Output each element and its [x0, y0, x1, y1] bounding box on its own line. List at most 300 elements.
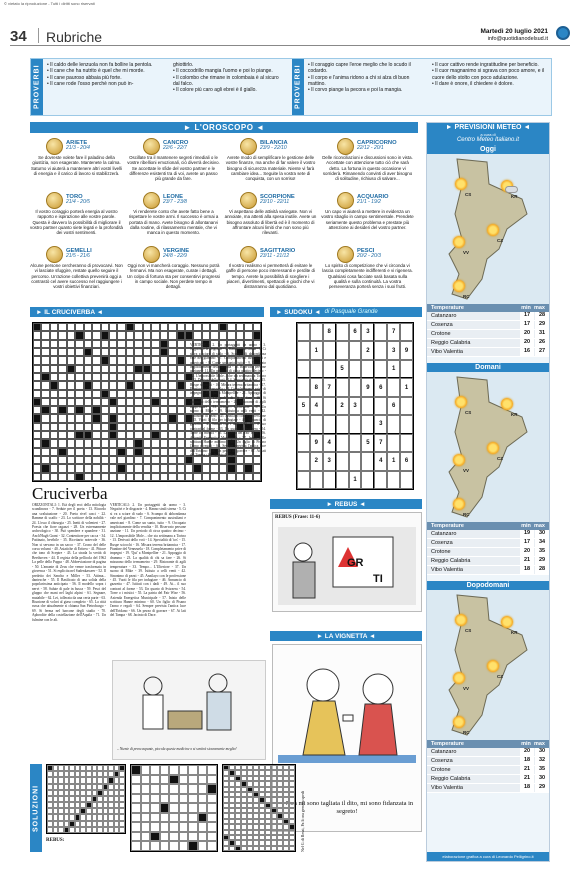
crossword-cell[interactable] — [168, 464, 176, 472]
crossword-cell[interactable] — [143, 473, 151, 481]
crossword-cell[interactable] — [117, 406, 125, 414]
crossword-cell[interactable] — [41, 348, 49, 356]
crossword-cell[interactable] — [75, 331, 83, 339]
crossword-cell[interactable] — [50, 348, 58, 356]
crossword-cell[interactable] — [193, 331, 201, 339]
crossword-cell[interactable] — [151, 381, 159, 389]
sudoku-cell[interactable]: 6 — [374, 378, 387, 396]
sudoku-cell[interactable] — [336, 452, 349, 470]
crossword-cell[interactable] — [109, 431, 117, 439]
crossword-cell[interactable] — [210, 331, 218, 339]
crossword-cell[interactable] — [109, 464, 117, 472]
crossword-cell[interactable] — [67, 473, 75, 481]
sudoku-cell[interactable]: 4 — [323, 434, 336, 452]
crossword-cell[interactable] — [160, 390, 168, 398]
sudoku-cell[interactable]: 6 — [349, 323, 362, 341]
crossword-cell[interactable] — [151, 473, 159, 481]
crossword-cell[interactable] — [168, 323, 176, 331]
crossword-cell[interactable] — [84, 373, 92, 381]
sudoku-cell[interactable]: 9 — [310, 434, 323, 452]
sudoku-cell[interactable]: 1 — [400, 378, 413, 396]
sudoku-cell[interactable] — [349, 452, 362, 470]
crossword-cell[interactable] — [50, 381, 58, 389]
sudoku-cell[interactable]: 9 — [361, 378, 374, 396]
crossword-cell[interactable] — [185, 323, 193, 331]
crossword-cell[interactable] — [177, 423, 185, 431]
crossword-cell[interactable] — [50, 439, 58, 447]
crossword-cell[interactable] — [109, 356, 117, 364]
sudoku-cell[interactable] — [400, 434, 413, 452]
crossword-cell[interactable] — [50, 456, 58, 464]
crossword-cell[interactable] — [33, 448, 41, 456]
crossword-cell[interactable] — [126, 439, 134, 447]
crossword-cell[interactable] — [143, 331, 151, 339]
crossword-cell[interactable] — [168, 356, 176, 364]
crossword-cell[interactable] — [41, 414, 49, 422]
crossword-cell[interactable] — [41, 439, 49, 447]
crossword-cell[interactable] — [126, 398, 134, 406]
crossword-cell[interactable] — [143, 356, 151, 364]
crossword-cell[interactable] — [92, 414, 100, 422]
crossword-cell[interactable] — [177, 331, 185, 339]
crossword-cell[interactable] — [168, 448, 176, 456]
crossword-cell[interactable] — [151, 390, 159, 398]
crossword-cell[interactable] — [117, 439, 125, 447]
crossword-cell[interactable] — [92, 373, 100, 381]
crossword-cell[interactable] — [101, 406, 109, 414]
crossword-cell[interactable] — [160, 414, 168, 422]
crossword-cell[interactable] — [92, 439, 100, 447]
crossword-cell[interactable] — [134, 473, 142, 481]
crossword-cell[interactable] — [75, 381, 83, 389]
crossword-cell[interactable] — [41, 431, 49, 439]
crossword-cell[interactable] — [92, 390, 100, 398]
crossword-cell[interactable] — [117, 373, 125, 381]
crossword-cell[interactable] — [75, 340, 83, 348]
crossword-cell[interactable] — [92, 348, 100, 356]
crossword-cell[interactable] — [109, 390, 117, 398]
crossword-cell[interactable] — [92, 331, 100, 339]
crossword-cell[interactable] — [126, 423, 134, 431]
sudoku-cell[interactable] — [387, 415, 400, 433]
crossword-cell[interactable] — [92, 406, 100, 414]
crossword-cell[interactable] — [151, 456, 159, 464]
crossword-cell[interactable] — [109, 448, 117, 456]
crossword-cell[interactable] — [185, 473, 193, 481]
crossword-cell[interactable] — [134, 423, 142, 431]
crossword-cell[interactable] — [134, 348, 142, 356]
sudoku-cell[interactable]: 1 — [349, 471, 362, 489]
sudoku-cell[interactable] — [323, 471, 336, 489]
crossword-cell[interactable] — [168, 390, 176, 398]
crossword-cell[interactable] — [177, 414, 185, 422]
crossword-cell[interactable] — [58, 373, 66, 381]
crossword-cell[interactable] — [50, 473, 58, 481]
crossword-cell[interactable] — [58, 456, 66, 464]
crossword-cell[interactable] — [126, 365, 134, 373]
crossword-cell[interactable] — [227, 323, 235, 331]
crossword-cell[interactable] — [143, 423, 151, 431]
crossword-cell[interactable] — [33, 365, 41, 373]
crossword-cell[interactable] — [84, 464, 92, 472]
crossword-cell[interactable] — [143, 414, 151, 422]
crossword-cell[interactable] — [134, 439, 142, 447]
crossword-cell[interactable] — [33, 373, 41, 381]
sudoku-cell[interactable] — [361, 397, 374, 415]
crossword-cell[interactable] — [134, 448, 142, 456]
crossword-cell[interactable] — [92, 456, 100, 464]
crossword-cell[interactable] — [134, 356, 142, 364]
crossword-cell[interactable] — [67, 464, 75, 472]
crossword-cell[interactable] — [67, 448, 75, 456]
crossword-cell[interactable] — [67, 456, 75, 464]
crossword-cell[interactable] — [58, 356, 66, 364]
crossword-cell[interactable] — [117, 356, 125, 364]
crossword-cell[interactable] — [143, 373, 151, 381]
crossword-cell[interactable] — [101, 323, 109, 331]
crossword-cell[interactable] — [109, 423, 117, 431]
crossword-cell[interactable] — [33, 414, 41, 422]
crossword-cell[interactable] — [143, 439, 151, 447]
crossword-cell[interactable] — [168, 348, 176, 356]
sudoku-cell[interactable] — [400, 323, 413, 341]
crossword-cell[interactable] — [101, 423, 109, 431]
crossword-cell[interactable] — [33, 431, 41, 439]
crossword-cell[interactable] — [177, 356, 185, 364]
crossword-cell[interactable] — [67, 398, 75, 406]
crossword-cell[interactable] — [75, 464, 83, 472]
sudoku-cell[interactable] — [336, 323, 349, 341]
sudoku-cell[interactable]: 6 — [400, 452, 413, 470]
crossword-cell[interactable] — [126, 414, 134, 422]
crossword-cell[interactable] — [143, 448, 151, 456]
crossword-cell[interactable] — [84, 423, 92, 431]
crossword-cell[interactable] — [117, 456, 125, 464]
crossword-cell[interactable] — [41, 464, 49, 472]
crossword-cell[interactable] — [168, 365, 176, 373]
crossword-cell[interactable] — [109, 331, 117, 339]
crossword-cell[interactable] — [101, 448, 109, 456]
crossword-cell[interactable] — [58, 348, 66, 356]
crossword-cell[interactable] — [134, 398, 142, 406]
crossword-cell[interactable] — [168, 439, 176, 447]
crossword-cell[interactable] — [177, 323, 185, 331]
crossword-cell[interactable] — [177, 439, 185, 447]
crossword-cell[interactable] — [92, 398, 100, 406]
crossword-cell[interactable] — [50, 323, 58, 331]
sudoku-cell[interactable]: 3 — [387, 341, 400, 359]
sudoku-cell[interactable] — [374, 360, 387, 378]
sudoku-cell[interactable] — [387, 471, 400, 489]
crossword-cell[interactable] — [41, 381, 49, 389]
crossword-cell[interactable] — [50, 448, 58, 456]
sudoku-cell[interactable]: 5 — [361, 434, 374, 452]
crossword-cell[interactable] — [160, 431, 168, 439]
crossword-cell[interactable] — [160, 456, 168, 464]
crossword-cell[interactable] — [84, 406, 92, 414]
crossword-cell[interactable] — [101, 439, 109, 447]
crossword-cell[interactable] — [117, 431, 125, 439]
sudoku-cell[interactable] — [323, 415, 336, 433]
crossword-cell[interactable] — [177, 398, 185, 406]
crossword-cell[interactable] — [33, 423, 41, 431]
crossword-cell[interactable] — [84, 340, 92, 348]
crossword-cell[interactable] — [75, 431, 83, 439]
crossword-cell[interactable] — [160, 348, 168, 356]
crossword-cell[interactable] — [236, 473, 244, 481]
crossword-cell[interactable] — [117, 340, 125, 348]
sudoku-cell[interactable] — [297, 378, 310, 396]
crossword-cell[interactable] — [92, 323, 100, 331]
crossword-cell[interactable] — [84, 431, 92, 439]
crossword-cell[interactable] — [67, 331, 75, 339]
crossword-cell[interactable] — [58, 431, 66, 439]
crossword-cell[interactable] — [58, 390, 66, 398]
crossword-cell[interactable] — [101, 331, 109, 339]
crossword-cell[interactable] — [236, 323, 244, 331]
sudoku-cell[interactable] — [374, 323, 387, 341]
crossword-cell[interactable] — [50, 356, 58, 364]
crossword-cell[interactable] — [41, 456, 49, 464]
crossword-cell[interactable] — [168, 381, 176, 389]
crossword-cell[interactable] — [177, 431, 185, 439]
crossword-cell[interactable] — [143, 398, 151, 406]
crossword-cell[interactable] — [50, 414, 58, 422]
sudoku-cell[interactable] — [310, 323, 323, 341]
crossword-cell[interactable] — [168, 423, 176, 431]
crossword-cell[interactable] — [50, 431, 58, 439]
crossword-cell[interactable] — [151, 423, 159, 431]
crossword-cell[interactable] — [202, 323, 210, 331]
crossword-cell[interactable] — [126, 390, 134, 398]
crossword-cell[interactable] — [117, 381, 125, 389]
crossword-cell[interactable] — [143, 390, 151, 398]
crossword-cell[interactable] — [202, 464, 210, 472]
crossword-cell[interactable] — [143, 381, 151, 389]
crossword-cell[interactable] — [33, 464, 41, 472]
sudoku-cell[interactable] — [297, 341, 310, 359]
sudoku-cell[interactable] — [297, 323, 310, 341]
sudoku-cell[interactable]: 3 — [323, 452, 336, 470]
crossword-cell[interactable] — [75, 373, 83, 381]
sudoku-cell[interactable] — [336, 434, 349, 452]
crossword-cell[interactable] — [244, 331, 252, 339]
crossword-cell[interactable] — [84, 414, 92, 422]
sudoku-cell[interactable] — [297, 360, 310, 378]
crossword-cell[interactable] — [177, 381, 185, 389]
crossword-cell[interactable] — [109, 456, 117, 464]
crossword-cell[interactable] — [92, 381, 100, 389]
crossword-cell[interactable] — [101, 431, 109, 439]
crossword-cell[interactable] — [109, 323, 117, 331]
crossword-cell[interactable] — [75, 365, 83, 373]
crossword-cell[interactable] — [134, 331, 142, 339]
sudoku-cell[interactable] — [400, 471, 413, 489]
sudoku-cell[interactable] — [323, 360, 336, 378]
sudoku-cell[interactable] — [336, 341, 349, 359]
crossword-cell[interactable] — [33, 331, 41, 339]
crossword-cell[interactable] — [67, 356, 75, 364]
crossword-cell[interactable] — [75, 406, 83, 414]
sudoku-cell[interactable] — [387, 378, 400, 396]
crossword-cell[interactable] — [84, 448, 92, 456]
crossword-cell[interactable] — [41, 448, 49, 456]
crossword-cell[interactable] — [101, 365, 109, 373]
crossword-cell[interactable] — [109, 365, 117, 373]
crossword-cell[interactable] — [244, 323, 252, 331]
crossword-cell[interactable] — [160, 365, 168, 373]
sudoku-cell[interactable]: 2 — [336, 397, 349, 415]
crossword-cell[interactable] — [219, 473, 227, 481]
crossword-cell[interactable] — [109, 381, 117, 389]
crossword-cell[interactable] — [41, 390, 49, 398]
crossword-cell[interactable] — [101, 456, 109, 464]
crossword-cell[interactable] — [134, 365, 142, 373]
crossword-cell[interactable] — [210, 464, 218, 472]
crossword-cell[interactable] — [41, 423, 49, 431]
crossword-cell[interactable] — [67, 414, 75, 422]
crossword-cell[interactable] — [75, 356, 83, 364]
crossword-cell[interactable] — [84, 390, 92, 398]
crossword-cell[interactable] — [151, 340, 159, 348]
crossword-cell[interactable] — [109, 414, 117, 422]
crossword-cell[interactable] — [50, 398, 58, 406]
crossword-cell[interactable] — [151, 373, 159, 381]
sudoku-cell[interactable] — [400, 415, 413, 433]
crossword-cell[interactable] — [109, 406, 117, 414]
crossword-cell[interactable] — [117, 473, 125, 481]
crossword-cell[interactable] — [134, 414, 142, 422]
crossword-cell[interactable] — [33, 348, 41, 356]
crossword-cell[interactable] — [168, 406, 176, 414]
crossword-cell[interactable] — [41, 398, 49, 406]
crossword-cell[interactable] — [143, 456, 151, 464]
sudoku-cell[interactable] — [336, 378, 349, 396]
sudoku-cell[interactable]: 7 — [374, 434, 387, 452]
crossword-cell[interactable] — [50, 331, 58, 339]
crossword-cell[interactable] — [117, 398, 125, 406]
crossword-cell[interactable] — [134, 431, 142, 439]
crossword-cell[interactable] — [227, 473, 235, 481]
sudoku-cell[interactable] — [361, 360, 374, 378]
crossword-cell[interactable] — [143, 406, 151, 414]
crossword-cell[interactable] — [185, 464, 193, 472]
crossword-cell[interactable] — [134, 373, 142, 381]
crossword-cell[interactable] — [219, 323, 227, 331]
crossword-cell[interactable] — [151, 323, 159, 331]
crossword-cell[interactable] — [75, 323, 83, 331]
crossword-cell[interactable] — [75, 448, 83, 456]
crossword-cell[interactable] — [177, 365, 185, 373]
crossword-cell[interactable] — [168, 473, 176, 481]
crossword-cell[interactable] — [67, 439, 75, 447]
crossword-cell[interactable] — [126, 473, 134, 481]
crossword-cell[interactable] — [193, 323, 201, 331]
crossword-cell[interactable] — [92, 431, 100, 439]
crossword-cell[interactable] — [236, 331, 244, 339]
crossword-cell[interactable] — [168, 398, 176, 406]
crossword-cell[interactable] — [160, 473, 168, 481]
sudoku-cell[interactable]: 1 — [310, 341, 323, 359]
sudoku-cell[interactable]: 3 — [374, 415, 387, 433]
crossword-cell[interactable] — [160, 406, 168, 414]
sudoku-cell[interactable] — [310, 471, 323, 489]
crossword-cell[interactable] — [92, 473, 100, 481]
crossword-cell[interactable] — [67, 431, 75, 439]
crossword-cell[interactable] — [41, 473, 49, 481]
crossword-cell[interactable] — [177, 464, 185, 472]
crossword-cell[interactable] — [58, 365, 66, 373]
crossword-cell[interactable] — [177, 406, 185, 414]
crossword-cell[interactable] — [134, 340, 142, 348]
crossword-cell[interactable] — [117, 365, 125, 373]
crossword-cell[interactable] — [33, 356, 41, 364]
sudoku-cell[interactable]: 6 — [387, 397, 400, 415]
crossword-cell[interactable] — [101, 381, 109, 389]
crossword-cell[interactable] — [168, 431, 176, 439]
sudoku-cell[interactable] — [297, 415, 310, 433]
crossword-cell[interactable] — [126, 431, 134, 439]
crossword-cell[interactable] — [58, 473, 66, 481]
crossword-cell[interactable] — [168, 456, 176, 464]
crossword-cell[interactable] — [143, 464, 151, 472]
crossword-cell[interactable] — [126, 340, 134, 348]
crossword-cell[interactable] — [109, 473, 117, 481]
crossword-cell[interactable] — [253, 473, 261, 481]
crossword-cell[interactable] — [109, 398, 117, 406]
crossword-cell[interactable] — [244, 473, 252, 481]
crossword-cell[interactable] — [109, 340, 117, 348]
crossword-cell[interactable] — [58, 423, 66, 431]
sudoku-cell[interactable] — [323, 341, 336, 359]
crossword-cell[interactable] — [84, 398, 92, 406]
crossword-cell[interactable] — [75, 423, 83, 431]
crossword-cell[interactable] — [143, 348, 151, 356]
crossword-cell[interactable] — [84, 381, 92, 389]
crossword-cell[interactable] — [41, 406, 49, 414]
crossword-cell[interactable] — [160, 356, 168, 364]
crossword-cell[interactable] — [134, 390, 142, 398]
crossword-cell[interactable] — [227, 464, 235, 472]
crossword-cell[interactable] — [33, 340, 41, 348]
crossword-cell[interactable] — [101, 464, 109, 472]
crossword-cell[interactable] — [58, 323, 66, 331]
crossword-cell[interactable] — [92, 365, 100, 373]
crossword-cell[interactable] — [193, 473, 201, 481]
crossword-cell[interactable] — [101, 356, 109, 364]
crossword-cell[interactable] — [58, 464, 66, 472]
sudoku-cell[interactable] — [310, 360, 323, 378]
sudoku-cell[interactable]: 4 — [310, 397, 323, 415]
crossword-cell[interactable] — [151, 439, 159, 447]
crossword-cell[interactable] — [75, 348, 83, 356]
crossword-cell[interactable] — [101, 398, 109, 406]
sudoku-cell[interactable] — [336, 415, 349, 433]
crossword-cell[interactable] — [177, 373, 185, 381]
crossword-cell[interactable] — [67, 323, 75, 331]
crossword-cell[interactable] — [58, 381, 66, 389]
sudoku-cell[interactable]: 5 — [297, 397, 310, 415]
crossword-cell[interactable] — [75, 439, 83, 447]
crossword-cell[interactable] — [177, 340, 185, 348]
sudoku-cell[interactable]: 8 — [323, 323, 336, 341]
crossword-cell[interactable] — [126, 348, 134, 356]
crossword-cell[interactable] — [92, 464, 100, 472]
crossword-cell[interactable] — [41, 340, 49, 348]
crossword-cell[interactable] — [101, 340, 109, 348]
crossword-cell[interactable] — [126, 331, 134, 339]
crossword-cell[interactable] — [160, 448, 168, 456]
